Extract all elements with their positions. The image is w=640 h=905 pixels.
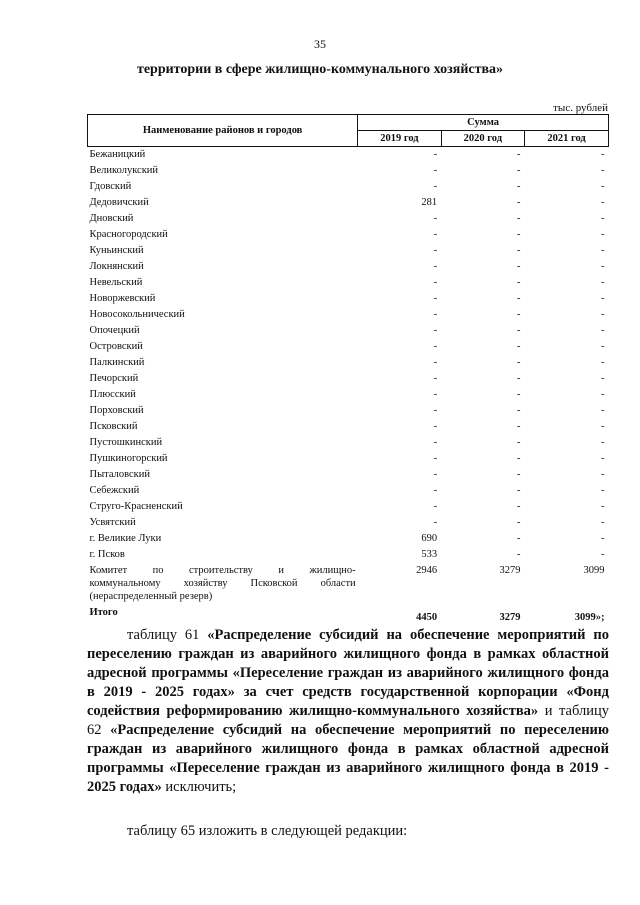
row-value: -	[601, 245, 605, 256]
para1-c: и таблицу 62	[87, 703, 609, 738]
row-value: -	[517, 373, 521, 384]
row-value: -	[433, 501, 438, 512]
total-value: 3099»;	[574, 612, 605, 623]
table-row	[88, 547, 609, 563]
row-value: -	[601, 341, 605, 352]
row-value: -	[601, 357, 605, 368]
table-row	[88, 291, 609, 307]
table-row	[88, 227, 609, 243]
row-value: -	[517, 309, 521, 320]
table-row	[88, 419, 609, 435]
row-value: -	[433, 421, 438, 432]
row-value: -	[433, 293, 438, 304]
row-value: -	[517, 213, 521, 224]
row-value: -	[433, 277, 438, 288]
row-name: Плюсский	[89, 389, 136, 400]
table-row	[88, 195, 609, 211]
row-value: -	[433, 213, 438, 224]
row-value: -	[601, 309, 605, 320]
header-sum: Сумма	[358, 115, 609, 131]
subsidy-table	[87, 114, 609, 626]
row-value: -	[601, 533, 605, 544]
table-row-total	[88, 605, 609, 626]
row-value: -	[517, 453, 521, 464]
row-name: Дновский	[89, 213, 134, 224]
table-row	[88, 355, 609, 371]
table-row	[88, 243, 609, 259]
row-value: -	[517, 245, 521, 256]
row-value: -	[517, 357, 521, 368]
row-value: -	[601, 197, 605, 208]
table-row	[88, 387, 609, 403]
row-value: -	[601, 501, 605, 512]
page-number: 35	[314, 37, 326, 51]
paragraph-tables-61-62	[87, 626, 609, 797]
row-name: Куньинский	[89, 245, 144, 256]
committee-name	[88, 563, 358, 605]
para1-d: «Распределение субсидий на обеспечение мероприятий по переселению граждан из аварийного жилищного фонда в рамках областной адресной программы «Переселение граждан из аварийного жилищного фонда в 2019 - 2025 годах»	[87, 722, 609, 795]
committee-line-1: Комитет по строительству и жилищно-	[89, 565, 356, 576]
row-value: -	[601, 181, 605, 192]
table-row	[88, 403, 609, 419]
row-name: Великолукский	[89, 165, 159, 176]
row-value: -	[433, 309, 438, 320]
row-value: -	[601, 453, 605, 464]
row-name: Бежаницкий	[89, 149, 146, 160]
page-title: территории в сфере жилищно-коммунального хозяйства»	[136, 62, 504, 77]
row-value: -	[433, 373, 438, 384]
row-value: -	[517, 261, 521, 272]
table-row	[88, 259, 609, 275]
row-value: -	[601, 213, 605, 224]
row-name: Локнянский	[89, 261, 144, 272]
row-value: -	[433, 325, 438, 336]
table-row	[88, 211, 609, 227]
table-row	[88, 163, 609, 179]
row-value: -	[517, 549, 521, 560]
row-name: Новоржевский	[89, 293, 156, 304]
row-value: -	[517, 389, 521, 400]
row-name: Пушкиногорский	[89, 453, 168, 464]
table-row	[88, 451, 609, 467]
total-label: Итого	[89, 607, 118, 618]
table-row	[88, 499, 609, 515]
row-value: 3279	[499, 565, 521, 576]
row-name: г. Псков	[89, 549, 125, 560]
table-row	[88, 435, 609, 451]
row-name: Струго-Красненский	[89, 501, 183, 512]
row-value: -	[433, 485, 438, 496]
row-value: -	[517, 405, 521, 416]
row-value: 690	[421, 533, 438, 544]
row-value: -	[433, 341, 438, 352]
row-value: -	[601, 373, 605, 384]
row-value: -	[517, 197, 521, 208]
row-value: -	[433, 437, 438, 448]
table-row-committee	[88, 563, 609, 605]
total-value: 3279	[499, 612, 521, 623]
row-value: 2946	[416, 565, 438, 576]
table-row	[88, 179, 609, 195]
row-value: 533	[421, 549, 438, 560]
row-value: -	[517, 229, 521, 240]
table-row	[88, 147, 609, 164]
paragraph-table-65: таблицу 65 изложить в следующей редакции:	[127, 823, 408, 839]
table-row	[88, 275, 609, 291]
units-label: тыс. рублей	[553, 102, 608, 114]
row-value: -	[433, 181, 438, 192]
row-value: -	[517, 341, 521, 352]
table-row	[88, 515, 609, 531]
para1-e: исключить;	[161, 779, 237, 795]
para1-a: таблицу 61	[127, 627, 208, 643]
row-value: -	[517, 485, 521, 496]
committee-line-3: (нераспределенный резерв)	[89, 591, 213, 602]
row-value: -	[517, 533, 521, 544]
row-name: Невельский	[89, 277, 143, 288]
row-value: 281	[421, 197, 438, 208]
row-value: -	[433, 453, 438, 464]
row-value: -	[433, 229, 438, 240]
table-row	[88, 483, 609, 499]
row-value: -	[517, 469, 521, 480]
row-value: -	[517, 165, 521, 176]
row-value: -	[517, 437, 521, 448]
row-name: Гдовский	[89, 181, 132, 192]
row-value: -	[517, 421, 521, 432]
row-value: -	[601, 229, 605, 240]
row-value: -	[433, 261, 438, 272]
row-name: Пустошкинский	[89, 437, 163, 448]
row-value: -	[517, 149, 521, 160]
row-name: Усвятский	[89, 517, 136, 528]
row-name: Красногородский	[89, 229, 168, 240]
table-body	[88, 147, 609, 627]
row-value: -	[517, 501, 521, 512]
row-value: -	[517, 277, 521, 288]
row-value: -	[601, 261, 605, 272]
row-value: -	[433, 517, 438, 528]
row-value: -	[601, 549, 605, 560]
row-value: -	[601, 293, 605, 304]
header-name: Наименование районов и городов	[88, 115, 358, 147]
row-name: Палкинский	[89, 357, 145, 368]
row-value: -	[433, 149, 438, 160]
para1-b: «Распределение субсидий на обеспечение мероприятий по переселению граждан из аварийного жилищного фонда в рамках областной адресной программы «Переселение граждан из аварийного жилищного фонда в 2019 - 2025 годах» за счет средств государственной корпорации «Фонд содействия реформированию жилищно-коммунального хозяйства»	[87, 627, 609, 719]
row-name: г. Великие Луки	[89, 533, 162, 544]
row-value: -	[433, 245, 438, 256]
row-name: Порховский	[89, 405, 144, 416]
total-value: 4450	[416, 612, 438, 623]
row-value: -	[433, 405, 438, 416]
row-name: Печорский	[89, 373, 139, 384]
row-value: -	[601, 389, 605, 400]
row-value: -	[433, 165, 438, 176]
row-name: Островский	[89, 341, 143, 352]
row-name: Дедовичский	[89, 197, 149, 208]
row-value: -	[601, 437, 605, 448]
row-value: -	[601, 485, 605, 496]
header-year-2019: 2019 год	[358, 131, 441, 147]
row-value: -	[601, 277, 605, 288]
table-row	[88, 323, 609, 339]
row-name: Пыталовский	[89, 469, 150, 480]
header-year-2020: 2020 год	[441, 131, 524, 147]
table-row	[88, 307, 609, 323]
row-value: -	[601, 165, 605, 176]
row-name: Себежский	[89, 485, 140, 496]
table-row	[88, 467, 609, 483]
row-value: -	[433, 389, 438, 400]
row-value: -	[517, 293, 521, 304]
table-row	[88, 371, 609, 387]
row-value: -	[517, 181, 521, 192]
row-value: -	[433, 469, 438, 480]
row-value: -	[601, 405, 605, 416]
header-year-2021: 2021 год	[525, 131, 609, 147]
row-value: -	[601, 469, 605, 480]
row-value: -	[601, 421, 605, 432]
row-name: Опочецкий	[89, 325, 140, 336]
row-name: Псковский	[89, 421, 138, 432]
table-row	[88, 339, 609, 355]
row-value: -	[433, 357, 438, 368]
row-value: -	[517, 517, 521, 528]
committee-line-2: коммунальному хозяйству Псковской области	[89, 578, 356, 589]
table-row	[88, 531, 609, 547]
row-value: 3099	[583, 565, 605, 576]
row-value: -	[601, 517, 605, 528]
row-value: -	[601, 149, 605, 160]
row-name: Новосокольнический	[89, 309, 185, 320]
row-value: -	[601, 325, 605, 336]
row-value: -	[517, 325, 521, 336]
